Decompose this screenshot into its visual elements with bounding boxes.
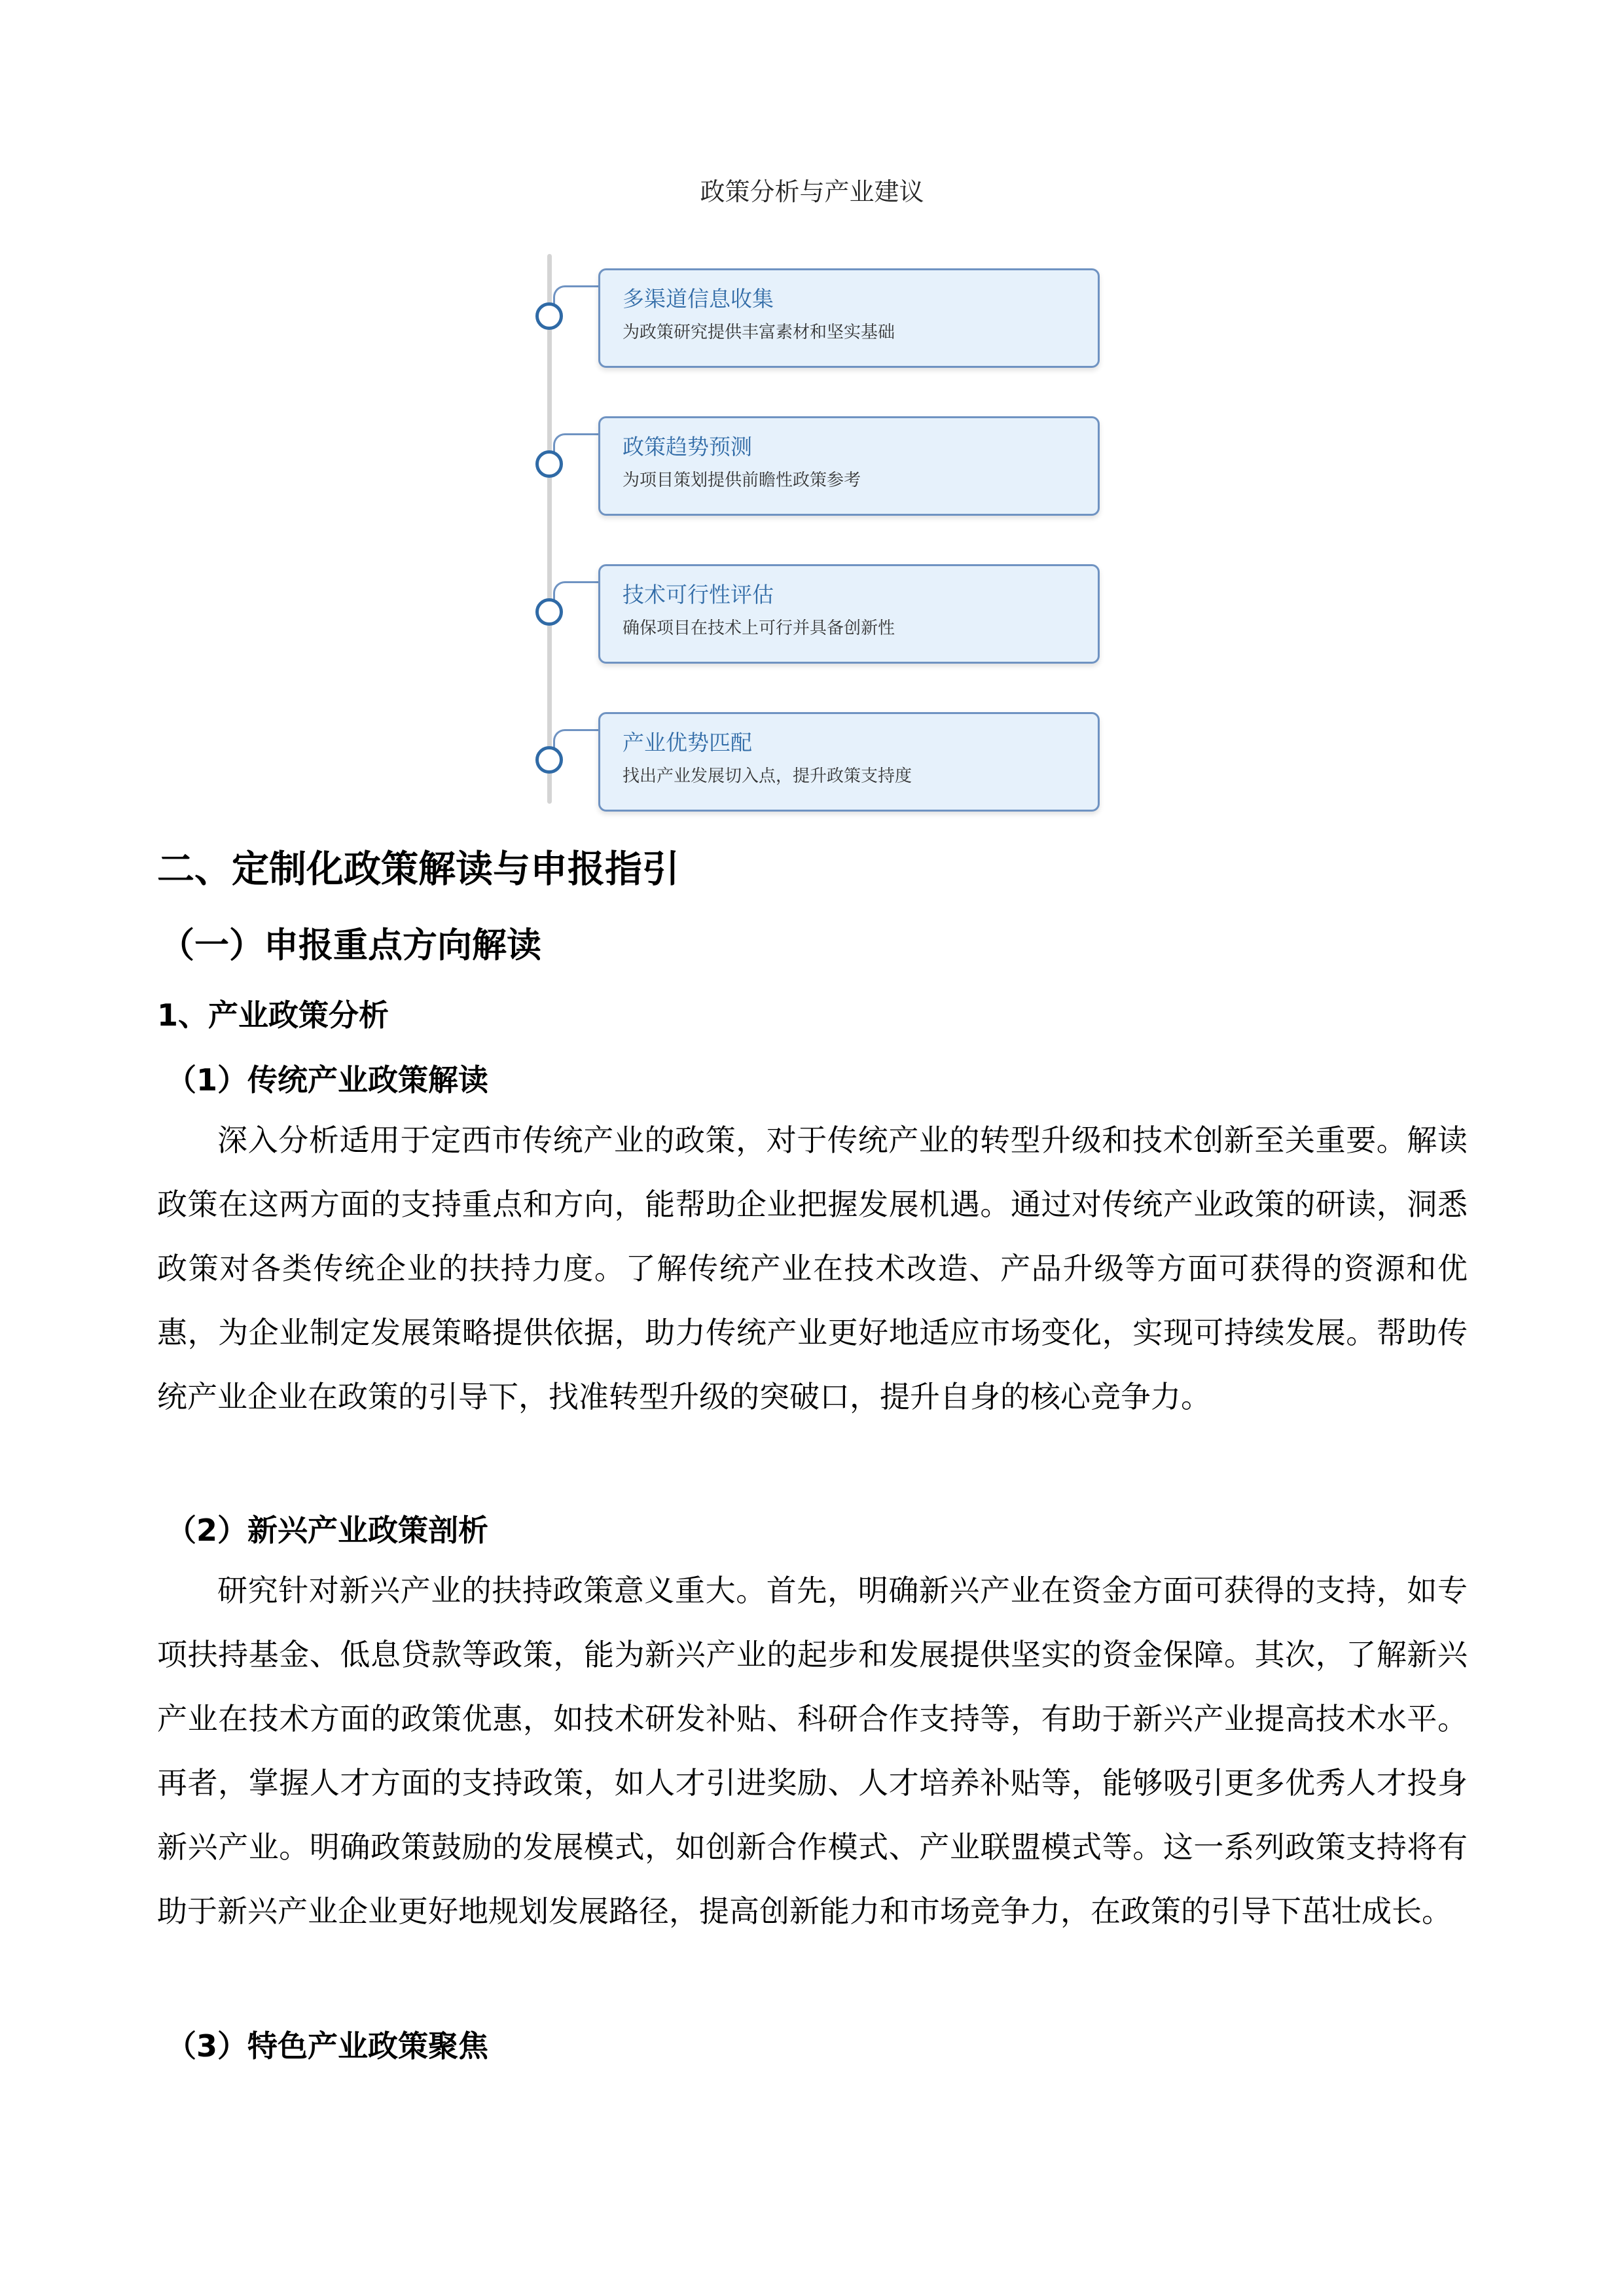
timeline-node bbox=[535, 302, 563, 330]
card-trend-forecast bbox=[598, 416, 1100, 516]
subsection-heading: （一）申报重点方向解读 bbox=[160, 925, 541, 965]
timeline-node bbox=[535, 598, 563, 626]
card-tech-feasibility bbox=[598, 564, 1100, 664]
card-industry-match bbox=[598, 712, 1100, 812]
traditional-industry-heading: （1）传统产业政策解读 bbox=[166, 1062, 489, 1098]
section-heading: 二、定制化政策解读与申报指引 bbox=[157, 848, 679, 891]
timeline-node bbox=[535, 450, 563, 478]
featured-industry-heading: （3）特色产业政策聚焦 bbox=[166, 2028, 489, 2064]
timeline-node bbox=[535, 746, 563, 774]
item-heading: 1、产业政策分析 bbox=[157, 997, 389, 1033]
emerging-industry-paragraph: 研究针对新兴产业的扶持政策意义重大。首先，明确新兴产业在资金方面可获得的支持，如专项扶持基金、低息贷款等政策，能为新兴产业的起步和发展提供坚实的资金保障。其次，了解新兴产业在技术方面的政策优惠，如技术研发补贴、科研合作支持等，有助于新兴产业提高技术水平。再者，掌握人才方面的支持政策，如人才引进奖励、人才培养补贴等，能够吸引更多优秀人才投身新兴产业。明确政策鼓励的发展模式，如创新合作模式、产业联盟模式等。这一系列政策支持将有助于新兴产业企业更好地规划发展路径，提高创新能力和市场竞争力，在政策的引导下茁壮成长。 bbox=[157, 1573, 1468, 1929]
timeline-line bbox=[547, 254, 552, 804]
card-desc: 为项目策划提供前瞻性政策参考 bbox=[623, 471, 861, 490]
traditional-industry-paragraph: 深入分析适用于定西市传统产业的政策，对于传统产业的转型升级和技术创新至关重要。解读政策在这两方面的支持重点和方向，能帮助企业把握发展机遇。通过对传统产业政策的研读，洞悉政策对各类传统企业的扶持力度。了解传统产业在技术改造、产品升级等方面可获得的资源和优惠，为企业制定发展策略提供依据，助力传统产业更好地适应市场变化，实现可持续发展。帮助传统产业企业在政策的引导下，找准转型升级的突破口，提升自身的核心竞争力。 bbox=[157, 1122, 1468, 1414]
card-info-collection bbox=[598, 268, 1100, 368]
diagram-title: 政策分析与产业建议 bbox=[700, 177, 924, 206]
card-desc: 为政策研究提供丰富素材和坚实基础 bbox=[623, 323, 895, 342]
card-title: 政策趋势预测 bbox=[623, 434, 752, 459]
card-desc: 找出产业发展切入点，提升政策支持度 bbox=[623, 766, 912, 786]
card-desc: 确保项目在技术上可行并具备创新性 bbox=[623, 619, 895, 638]
emerging-industry-heading: （2）新兴产业政策剖析 bbox=[166, 1513, 489, 1548]
card-title: 产业优势匹配 bbox=[623, 730, 752, 755]
card-title: 技术可行性评估 bbox=[623, 582, 774, 607]
card-title: 多渠道信息收集 bbox=[623, 286, 774, 312]
